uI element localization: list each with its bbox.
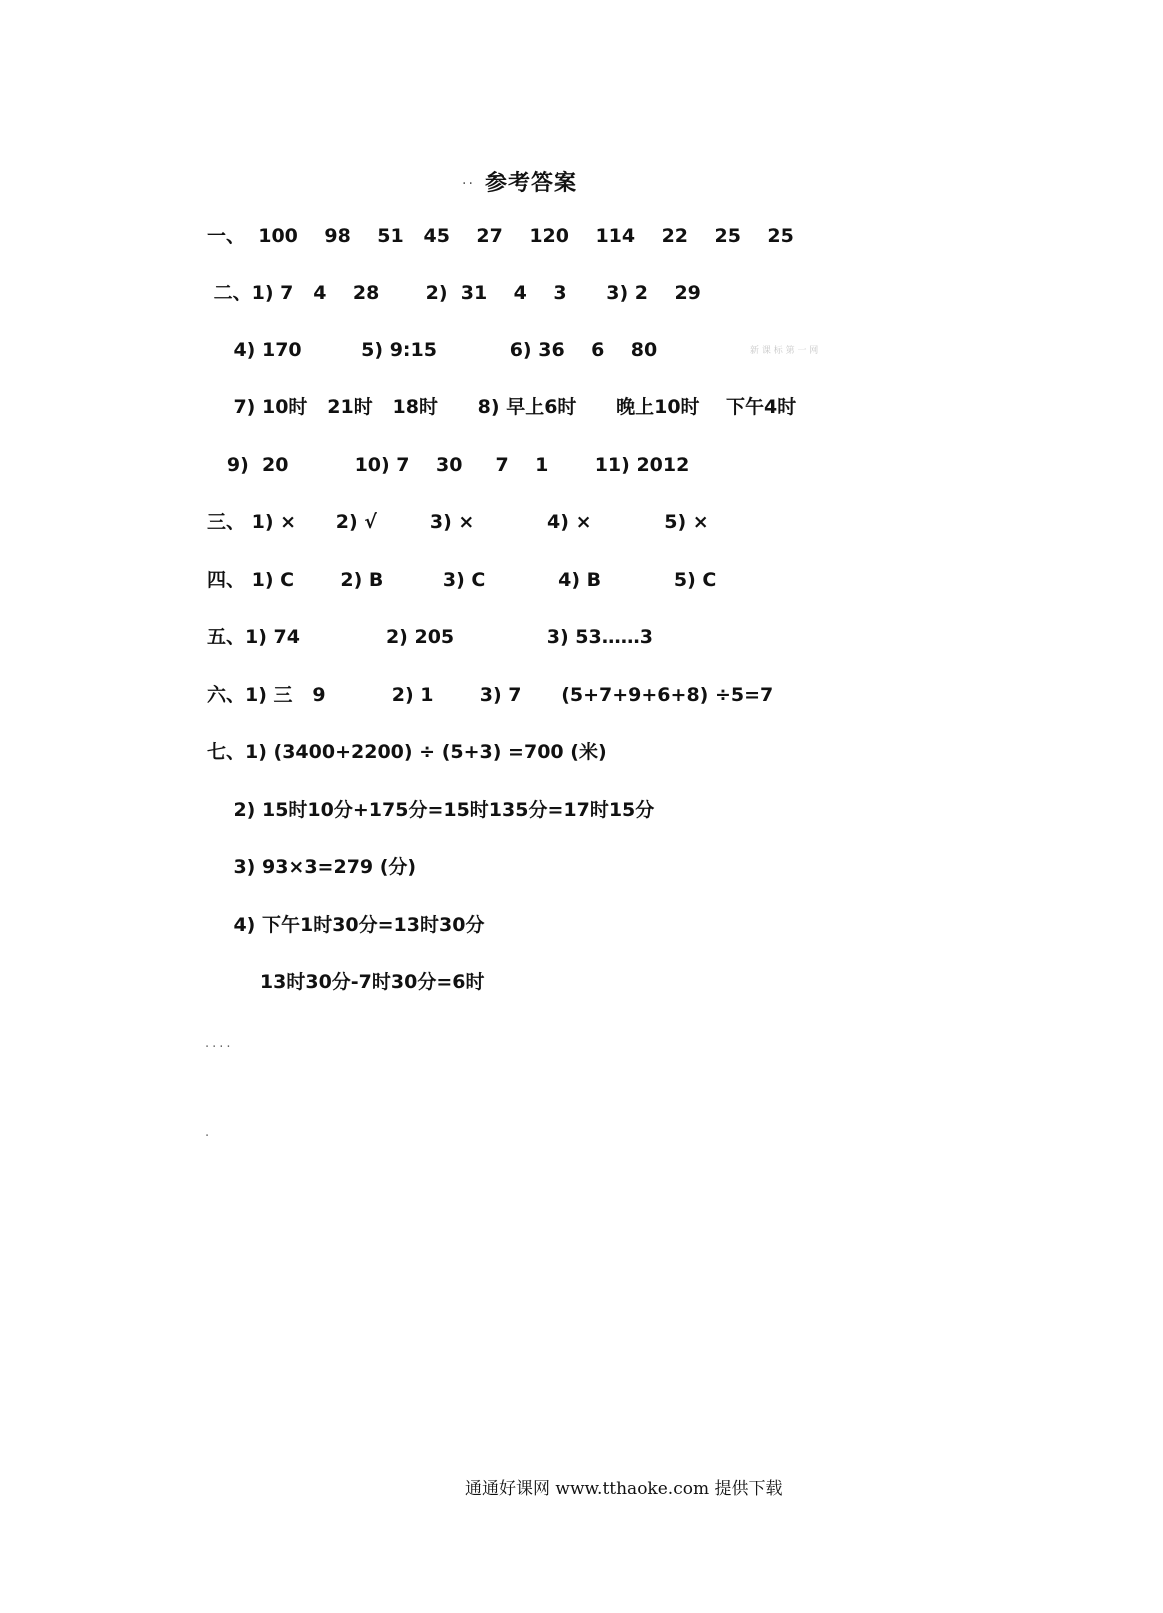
page-title: 参考答案	[485, 171, 578, 196]
answer-section-1: 一、 100 98 51 45 27 120 114 22 25 25	[207, 225, 794, 247]
answer-section-7-row-5: 13时30分-7时30分=6时	[207, 971, 485, 993]
answer-section-7-row-2: 2) 15时10分+175分=15时135分=17时15分	[207, 799, 655, 821]
footer-credit: 通通好课网 www.tthaoke.com 提供下载	[465, 1479, 783, 1499]
faint-watermark: 新 课 标 第 一 网	[750, 346, 819, 356]
answer-section-2-row-2: 4) 170 5) 9:15 6) 36 6 80	[207, 339, 658, 361]
answer-section-7-row-1: 七、1) (3400+2200) ÷ (5+3) =700 (米)	[207, 741, 607, 763]
answer-section-5: 五、1) 74 2) 205 3) 53……3	[207, 626, 653, 648]
answer-section-3: 三、 1) × 2) √ 3) × 4) × 5) ×	[207, 511, 709, 533]
answer-section-6: 六、1) 三 9 2) 1 3) 7 (5+7+9+6+8) ÷5=7	[207, 684, 774, 706]
answer-section-2-row-4: 9) 20 10) 7 30 7 1 11) 2012	[207, 454, 690, 476]
answer-section-4: 四、 1) C 2) B 3) C 4) B 5) C	[207, 569, 717, 591]
answer-section-2-row-1: 二、1) 7 4 28 2) 31 4 3 3) 2 29	[207, 282, 701, 304]
stray-dots: ....	[205, 1036, 234, 1051]
stray-dot: .	[205, 1125, 213, 1140]
answer-section-2-row-3: 7) 10时 21时 18时 8) 早上6时 晚上10时 下午4时	[207, 396, 797, 418]
answer-section-7-row-3: 3) 93×3=279 (分)	[207, 856, 417, 878]
answer-section-7-row-4: 4) 下午1时30分=13时30分	[207, 914, 485, 936]
leading-dots: ..	[462, 172, 475, 188]
